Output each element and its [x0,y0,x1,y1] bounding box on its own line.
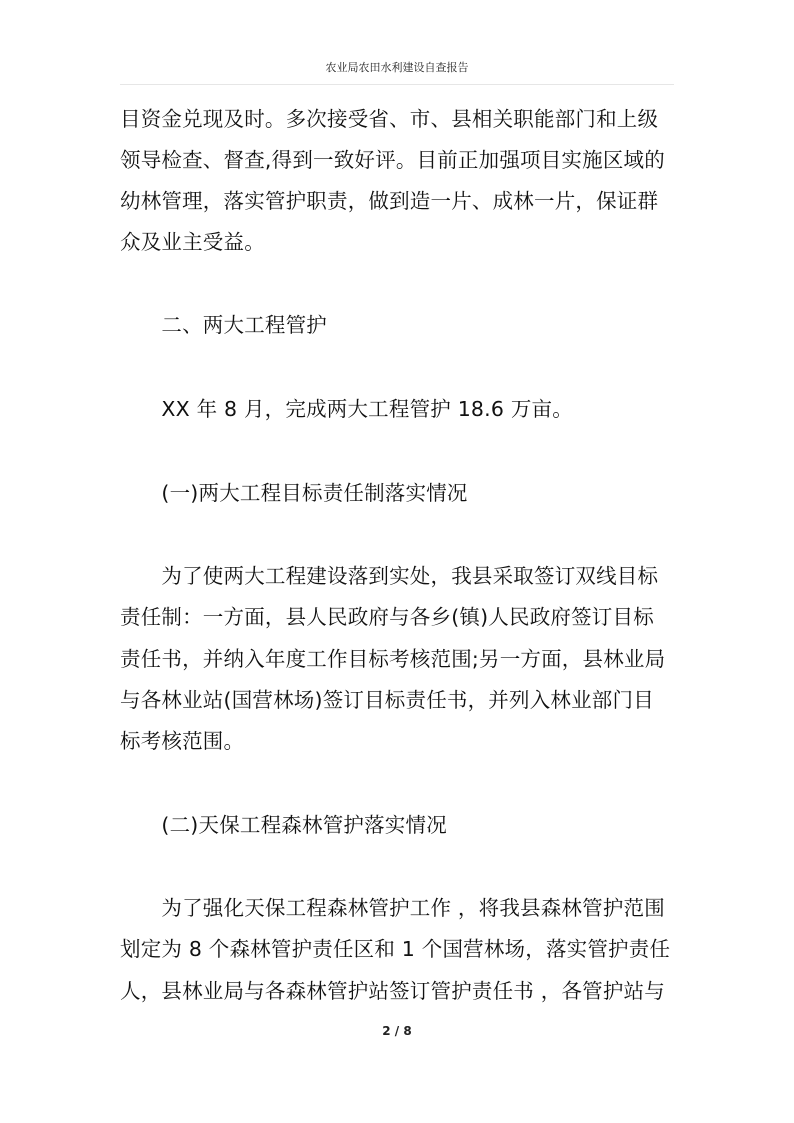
header-divider [120,84,674,85]
page-header: 农业局农田水利建设自查报告 [325,61,469,74]
text-line: 为了使两大工程建设落到实处，我县采取签订双线目标 [120,564,659,588]
text-line: 责任制：一方面，县人民政府与各乡(镇)人民政府签订目标 [120,605,654,629]
text-line: 目资金兑现及时。多次接受省、市、县相关职能部门和上级 [120,107,659,131]
page-number: 2 / 8 [382,1024,412,1038]
text-line: 划定为 8 个森林管护责任区和 1 个国营林场，落实管护责任 [120,937,671,961]
text-line: 人，县林业局与各森林管护站签订管护责任书 ，各管护站与 [120,979,665,1003]
text-line: 领导检查、督查,得到一致好评。目前正加强项目实施区域的 [120,148,665,172]
text-line: 责任书，并纳入年度工作目标考核范围;另一方面，县林业局 [120,647,666,671]
text-line: XX 年 8 月，完成两大工程管护 18.6 万亩。 [120,397,573,421]
text-line: 幼林管理，落实管护职责，做到造一片、成林一片，保证群 [120,189,659,213]
text-line: 标考核范围。 [120,729,245,753]
text-line: 为了强化天保工程森林管护工作 ，将我县森林管护范围 [120,896,665,920]
subsection-heading: (二)天保工程森林管护落实情况 [120,813,447,837]
text-line: 与各林业站(国营林场)签订目标责任书，并列入林业部门目 [120,688,654,712]
subsection-heading: (一)两大工程目标责任制落实情况 [120,481,468,505]
section-heading: 二、两大工程管护 [120,313,327,337]
text-line: 众及业主受益。 [120,230,265,254]
